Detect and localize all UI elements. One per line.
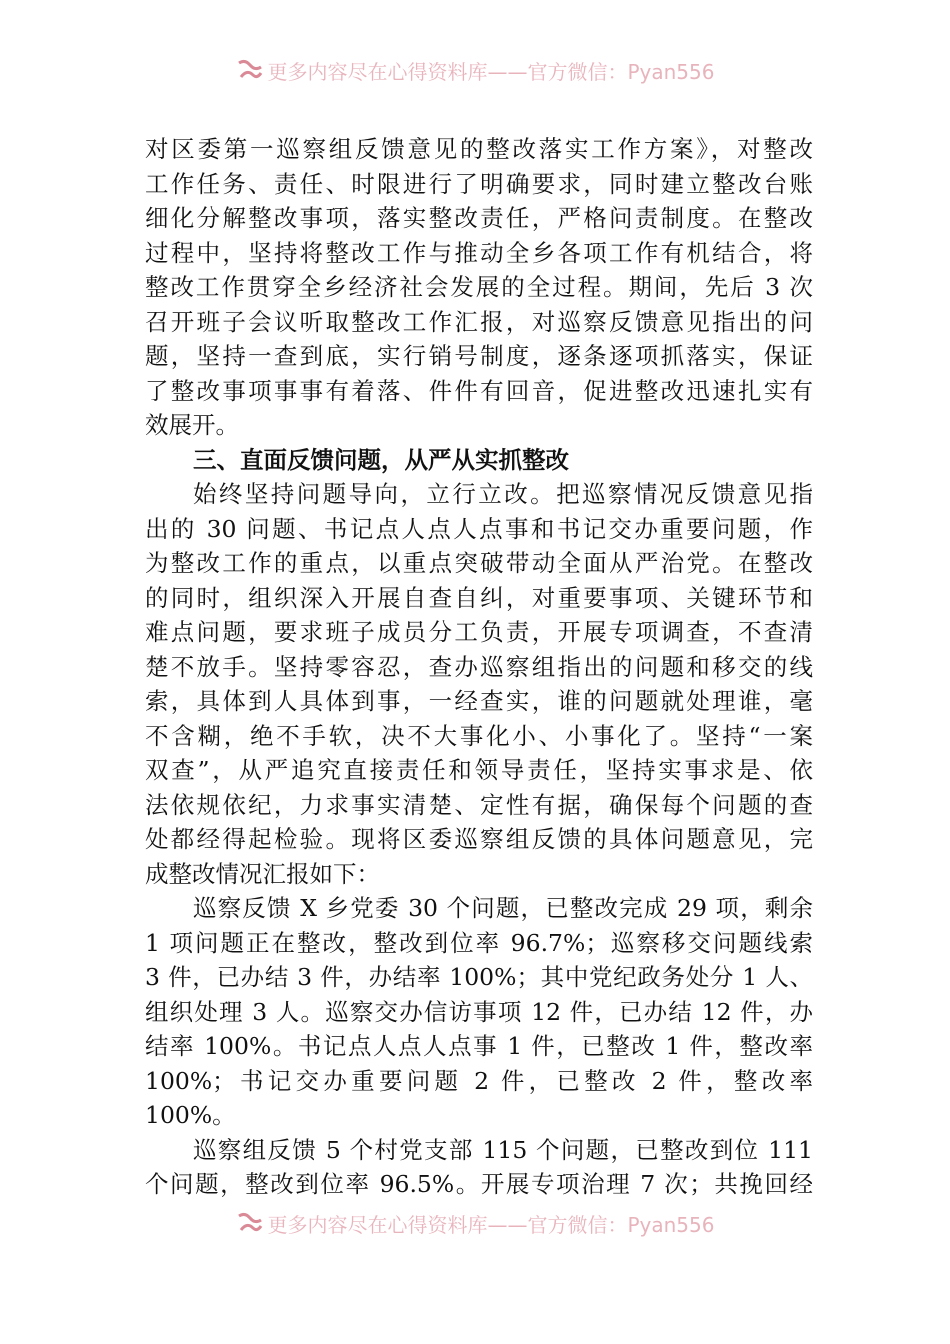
text-line: 工作任务、责任、时限进行了明确要求，同时建立整改台账 — [145, 169, 813, 198]
text-line: 1 项问题正在整改，整改到位率 96.7%；巡察移交问题线索 — [145, 928, 813, 957]
text-line: 个问题，整改到位率 96.5%。开展专项治理 7 次；共挽回经 — [145, 1170, 813, 1198]
text-line: 成整改情况汇报如下： — [145, 859, 380, 888]
text-line: 始终坚持问题导向，立行立改。把巡察情况反馈意见指 — [193, 480, 813, 508]
text-line: 细化分解整改事项，落实整改责任，严格问责制度。在整改 — [145, 204, 813, 232]
text-line: 过程中，坚持将整改工作与推动全乡各项工作有机结合，将 — [145, 238, 813, 267]
text-line: 双查”，从严追究直接责任和领导责任，坚持实事求是、依 — [145, 756, 813, 784]
paragraph-3 — [145, 891, 813, 1133]
watermark-footer — [0, 1205, 950, 1241]
text-line: 整改工作贯穿全乡经济社会发展的全过程。期间，先后 3 次 — [145, 273, 813, 301]
text-line: 组织处理 3 人。巡察交办信访事项 12 件，已办结 12 件，办 — [145, 997, 813, 1026]
text-line: 结率 100%。书记点人点人点事 1 件，已整改 1 件，整改率 — [145, 1032, 813, 1060]
watermark-text: 更多内容尽在心得资料库——官方微信：Pyan556 — [267, 59, 715, 84]
text-line: 召开班子会议听取整改工作汇报，对巡察反馈意见指出的问 — [145, 307, 813, 336]
text-line: 难点问题，要求班子成员分工负责，开展专项调查，不查清 — [145, 618, 813, 646]
text-line: 不含糊，绝不手软，决不大事化小、小事化了。坚持“一案 — [145, 721, 813, 750]
document-body — [145, 132, 813, 1202]
section-heading: 三、直面反馈问题，从严从实抓整改 — [193, 445, 569, 474]
text-line: 效展开。 — [145, 411, 239, 439]
paragraph-4 — [145, 1133, 813, 1202]
text-line: 的同时，组织深入开展自查自纠，对重要事项、关键环节和 — [145, 583, 813, 612]
paragraph-2 — [145, 477, 813, 891]
watermark-text: 更多内容尽在心得资料库——官方微信：Pyan556 — [267, 1212, 715, 1237]
text-line: 处都经得起检验。现将区委巡察组反馈的具体问题意见，完 — [145, 825, 813, 853]
text-line: 对区委第一巡察组反馈意见的整改落实工作方案》，对整改 — [145, 135, 813, 163]
text-line: 出的 30 问题、书记点人点人点事和书记交办重要问题，作 — [145, 514, 813, 543]
logo-icon — [235, 57, 265, 83]
text-line: 100%。 — [145, 1101, 236, 1129]
logo-icon — [235, 1210, 265, 1236]
text-line: 为整改工作的重点，以重点突破带动全面从严治党。在整改 — [145, 549, 813, 577]
text-line: 楚不放手。坚持零容忍，查办巡察组指出的问题和移交的线 — [145, 652, 813, 681]
text-line: 索，具体到人具体到事，一经查实，谁的问题就处理谁，毫 — [145, 687, 813, 715]
text-line: 巡察组反馈 5 个村党支部 115 个问题，已整改到位 111 — [193, 1135, 813, 1164]
text-line: 法依规依纪，力求事实清楚、定性有据，确保每个问题的查 — [145, 790, 813, 819]
paragraph-1 — [145, 132, 813, 443]
text-line: 题，坚持一查到底，实行销号制度，逐条逐项抓落实，保证 — [145, 342, 813, 370]
text-line: 巡察反馈 X 乡党委 30 个问题，已整改完成 29 项，剩余 — [193, 894, 813, 922]
text-line: 了整改事项事事有着落、件件有回音，促进整改迅速扎实有 — [145, 376, 813, 405]
text-line: 100%；书记交办重要问题 2 件，已整改 2 件，整改率 — [145, 1066, 813, 1095]
watermark-header — [0, 52, 950, 88]
text-line: 3 件，已办结 3 件，办结率 100%；其中党纪政务处分 1 人、 — [145, 963, 813, 991]
